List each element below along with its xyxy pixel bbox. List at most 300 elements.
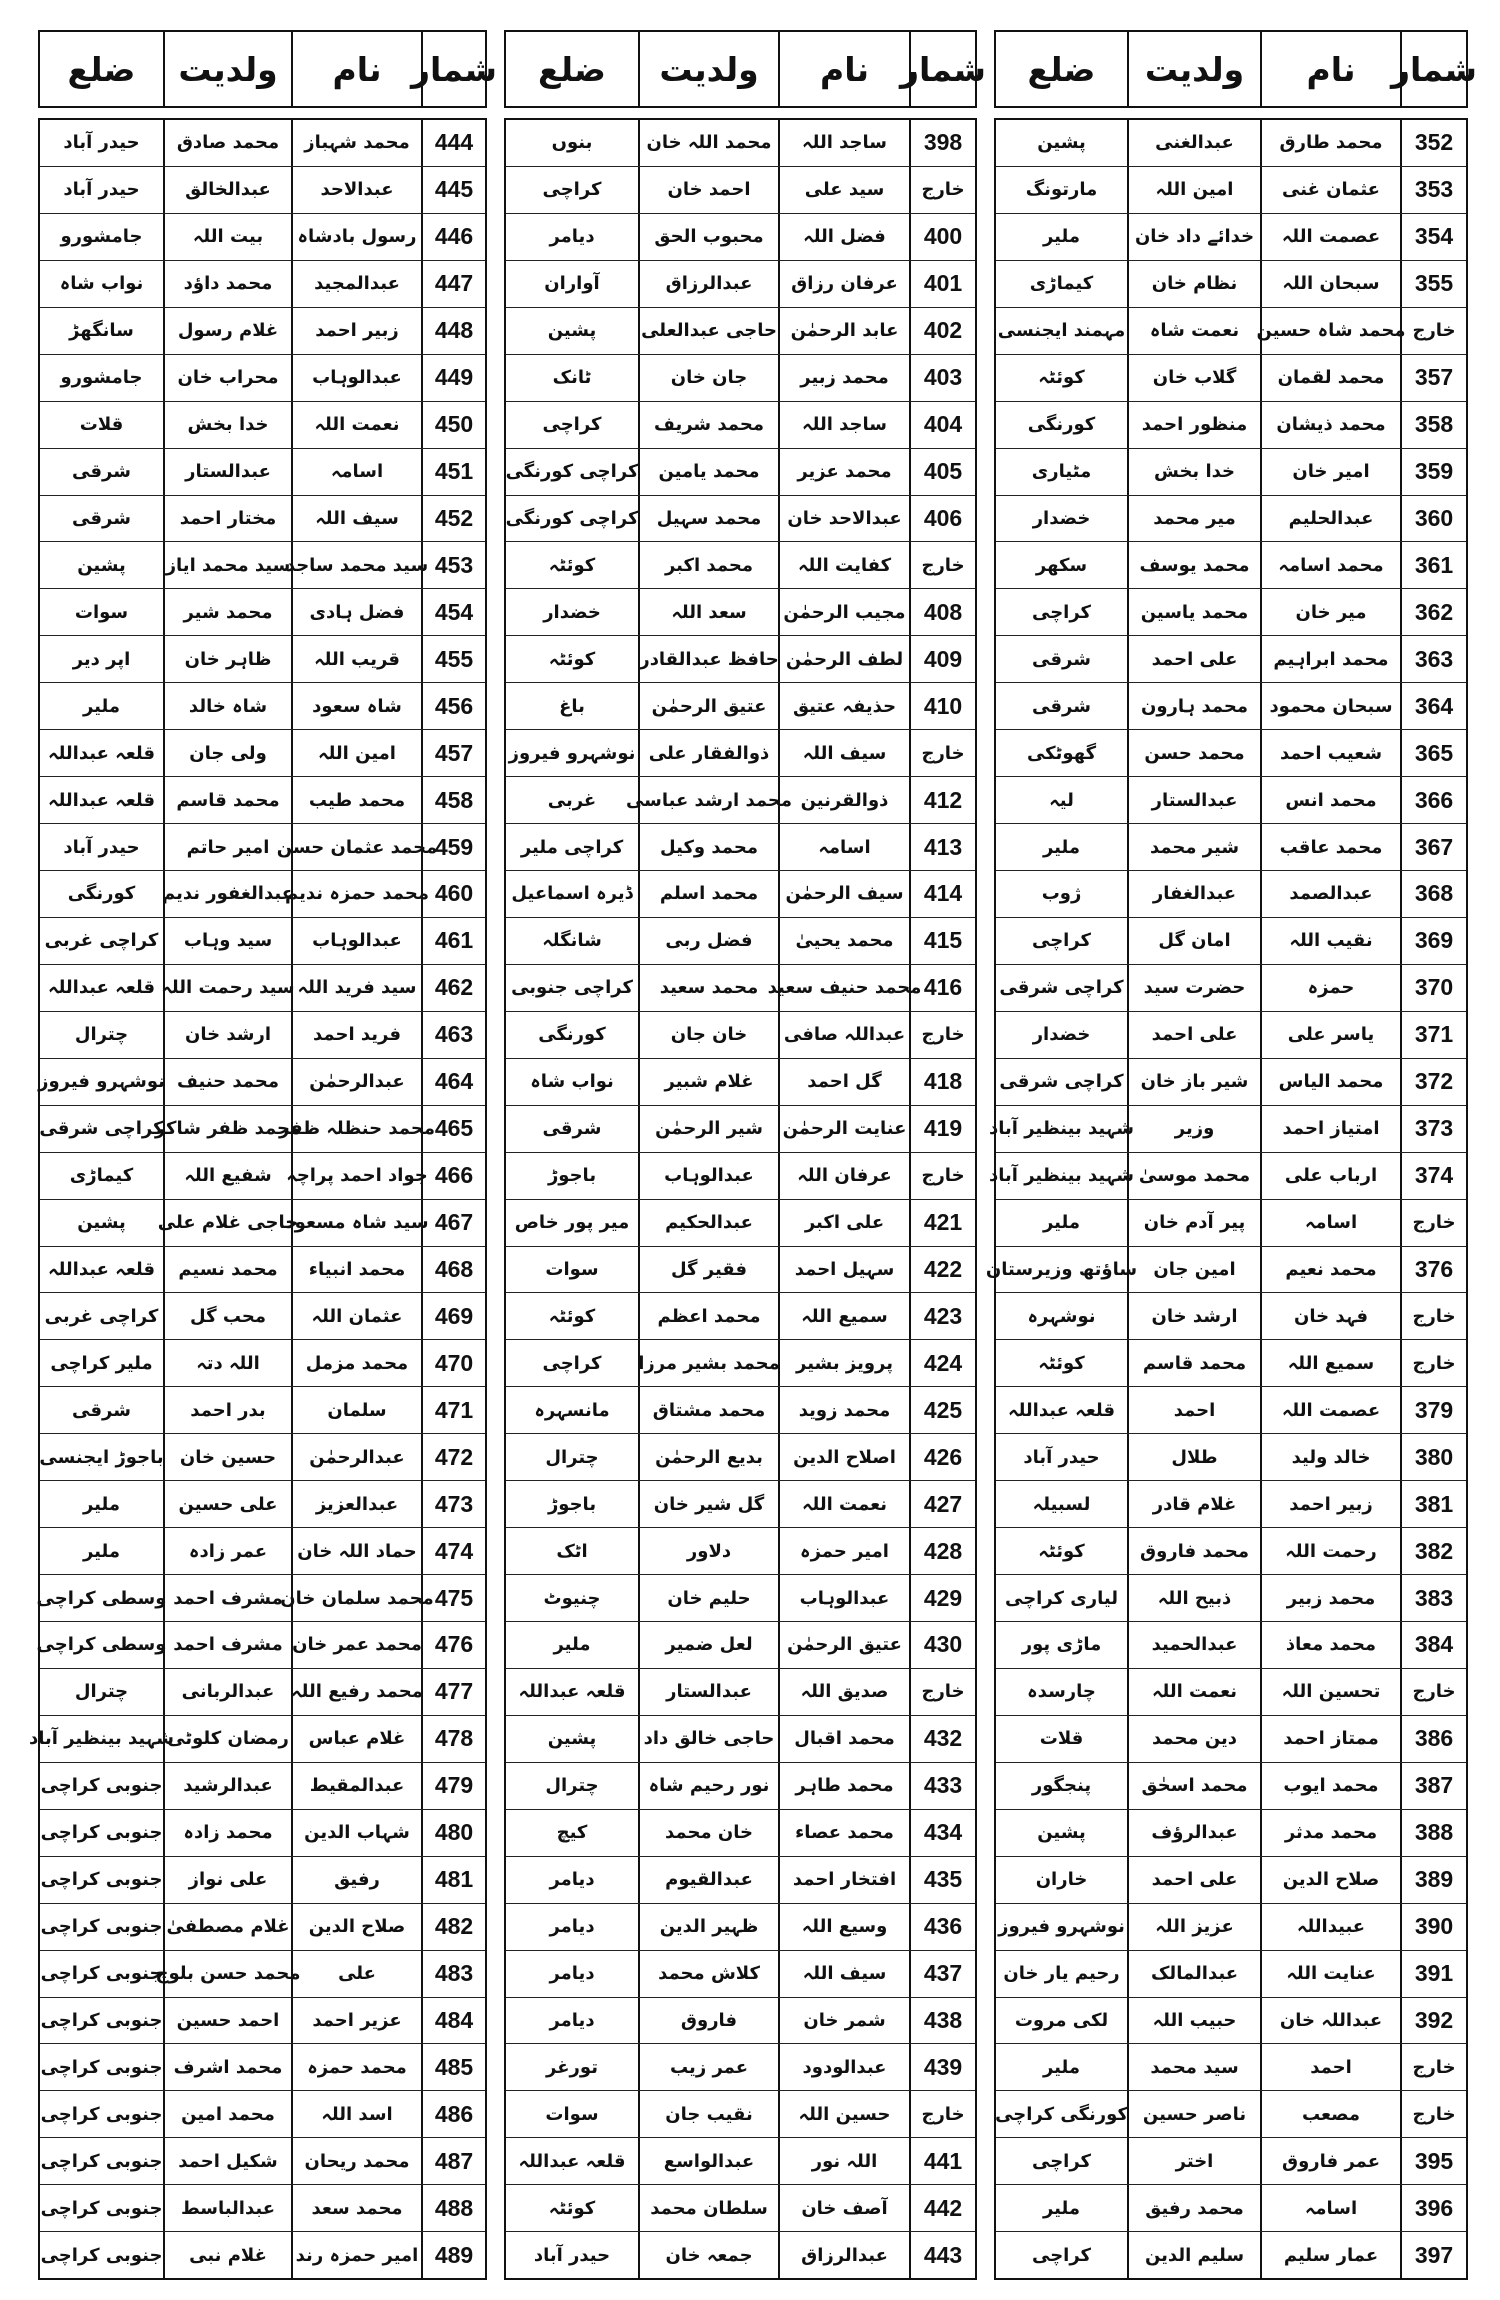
serial-cell: 473: [421, 1481, 485, 1527]
name-cell: محمد عثمان حسن: [291, 824, 421, 870]
name-cell: سید فرید اللہ: [291, 965, 421, 1011]
father-name-cell: محمد حسن بلوچ: [163, 1951, 291, 1997]
name-cell: عبداللہ صافی: [778, 1012, 909, 1058]
table-row: [996, 1012, 1466, 1059]
serial-cell: 439: [909, 2044, 975, 2090]
table-row: [40, 214, 485, 261]
district-cell: قلعہ عبداللہ: [48, 742, 155, 764]
father-name-cell: مشرف احمد: [163, 1622, 291, 1668]
table-row: [996, 636, 1466, 683]
district-cell: دیامر: [549, 226, 595, 248]
table-row: [506, 1434, 975, 1481]
table-row: [40, 1904, 485, 1951]
name-cell: محمد نعیم: [1260, 1247, 1400, 1293]
table-row: [40, 1528, 485, 1575]
father-name-cell: منظور احمد: [1127, 402, 1260, 448]
district-cell: کراچی شرقی: [39, 1118, 164, 1140]
table-row: [506, 1387, 975, 1434]
father-name-cell: ظاہر خان: [163, 636, 291, 682]
name-cell: عنایت اللہ: [1260, 1951, 1400, 1997]
serial-cell: خارج: [1400, 308, 1466, 354]
serial-cell: 468: [421, 1247, 485, 1293]
father-name-cell: امان گل: [1127, 918, 1260, 964]
name-cell: خالد ولید: [1260, 1434, 1400, 1480]
serial-cell: 436: [909, 1904, 975, 1950]
name-cell: تحسین اللہ: [1260, 1669, 1400, 1715]
serial-cell: 379: [1400, 1387, 1466, 1433]
father-name-cell: محمد وکیل: [638, 824, 778, 870]
serial-cell: 361: [1400, 542, 1466, 588]
name-cell: علی اکبر: [778, 1200, 909, 1246]
table-row: [506, 542, 975, 589]
father-name-cell: غلام نبی: [163, 2232, 291, 2278]
name-cell: صلاح الدین: [291, 1904, 421, 1950]
father-name-cell: عبدالحکیم: [638, 1200, 778, 1246]
table-row: [40, 777, 485, 824]
district-cell: کراچی کورنگی: [505, 461, 639, 483]
father-name-cell: حلیم خان: [638, 1575, 778, 1621]
name-cell: سمیع اللہ: [1260, 1340, 1400, 1386]
name-cell: مجیب الرحمٰن: [778, 589, 909, 635]
serial-cell: 488: [421, 2185, 485, 2231]
father-name-cell: حسین خان: [163, 1434, 291, 1480]
serial-cell: 476: [421, 1622, 485, 1668]
serial-cell: 435: [909, 1857, 975, 1903]
name-cell: حذیفہ عتیق: [778, 683, 909, 729]
table-row: [506, 214, 975, 261]
serial-cell: 458: [421, 777, 485, 823]
table-row: [40, 1293, 485, 1340]
serial-cell: 402: [909, 308, 975, 354]
table-row: [36, 1575, 485, 1622]
table-row: [506, 2138, 975, 2185]
table-row: [506, 1998, 975, 2045]
name-cell: سید شاہ مسعود: [291, 1200, 421, 1246]
father-name-cell: طلال: [1127, 1434, 1260, 1480]
name-cell: محمد ایوب: [1260, 1763, 1400, 1809]
serial-cell: 428: [909, 1528, 975, 1574]
serial-cell: 475: [421, 1575, 485, 1621]
header-name: نام: [291, 32, 421, 106]
name-cell: اسامہ: [1260, 2185, 1400, 2231]
district-cell: مٹیاری: [1031, 461, 1092, 483]
name-cell: زبیر احمد: [1260, 1481, 1400, 1527]
serial-cell: 376: [1400, 1247, 1466, 1293]
father-name-cell: محمد فاروق: [1127, 1528, 1260, 1574]
name-cell: غلام عباس: [291, 1716, 421, 1762]
father-name-cell: لعل ضمیر: [638, 1622, 778, 1668]
name-cell: آصف خان: [778, 2185, 909, 2231]
father-name-cell: عمر زیب: [638, 2044, 778, 2090]
serial-cell: 430: [909, 1622, 975, 1668]
serial-cell: 457: [421, 730, 485, 776]
table-row: [40, 730, 485, 777]
table-row: [996, 1481, 1466, 1528]
table-row: [996, 1951, 1466, 1998]
name-cell: محمد حنظلہ ظفر: [291, 1106, 421, 1152]
table-row: [506, 1528, 975, 1575]
table-row: [506, 1481, 975, 1528]
serial-cell: خارج: [909, 542, 975, 588]
district-cell: چترال: [74, 1681, 129, 1703]
table-row: [506, 2044, 975, 2091]
father-name-cell: سید محمد: [1127, 2044, 1260, 2090]
table-row: [996, 167, 1466, 214]
serial-cell: 464: [421, 1059, 485, 1105]
district-cell: لسبیلہ: [1032, 1493, 1091, 1515]
table-row: [40, 2044, 485, 2091]
name-cell: عزیر احمد: [291, 1998, 421, 2044]
name-cell: محمد لقمان: [1260, 355, 1400, 401]
father-name-cell: بیت اللہ: [163, 214, 291, 260]
father-name-cell: خان جان: [638, 1012, 778, 1058]
serial-cell: خارج: [1400, 2091, 1466, 2137]
serial-cell: 416: [909, 965, 975, 1011]
father-name-cell: علی احمد: [1127, 636, 1260, 682]
table-row: [506, 355, 975, 402]
father-name-cell: دین محمد: [1127, 1716, 1260, 1762]
table-row: [40, 965, 485, 1012]
district-cell: پشین: [77, 1212, 126, 1234]
table-row: [40, 2185, 485, 2232]
serial-cell: 426: [909, 1434, 975, 1480]
serial-cell: 487: [421, 2138, 485, 2184]
table-row: [506, 636, 975, 683]
serial-cell: 410: [909, 683, 975, 729]
serial-cell: 369: [1400, 918, 1466, 964]
name-cell: محمد انس: [1260, 777, 1400, 823]
table-row: [40, 1153, 485, 1200]
name-cell: محمد الیاس: [1260, 1059, 1400, 1105]
father-name-cell: نقیب جان: [638, 2091, 778, 2137]
name-cell: محمد حمزہ: [291, 2044, 421, 2090]
table-row: [29, 1716, 485, 1763]
table-row: [996, 402, 1466, 449]
name-cell: حماد اللہ خان: [291, 1528, 421, 1574]
header-name: نام: [778, 32, 909, 106]
table-row: [996, 965, 1466, 1012]
district-cell: خاران: [1035, 1869, 1088, 1891]
table-row: [40, 589, 485, 636]
table-row: [506, 1059, 975, 1106]
serial-cell: 427: [909, 1481, 975, 1527]
name-cell: عبدالوہاب: [778, 1575, 909, 1621]
serial-cell: 477: [421, 1669, 485, 1715]
serial-cell: 465: [421, 1106, 485, 1152]
serial-cell: خارج: [1400, 2044, 1466, 2090]
name-cell: حسین اللہ: [778, 2091, 909, 2137]
serial-cell: 425: [909, 1387, 975, 1433]
serial-cell: 421: [909, 1200, 975, 1246]
father-name-cell: خان محمد: [638, 1810, 778, 1856]
table-row: [996, 2138, 1466, 2185]
father-name-cell: امین جان: [1127, 1247, 1260, 1293]
table-row: [506, 1810, 975, 1857]
district-cell: سکھر: [1035, 554, 1088, 576]
father-name-cell: عبدالستار: [1127, 777, 1260, 823]
table-row: [40, 1012, 485, 1059]
serial-cell: 355: [1400, 261, 1466, 307]
table-row: [996, 589, 1466, 636]
father-name-cell: محمد قاسم: [163, 777, 291, 823]
serial-cell: 359: [1400, 449, 1466, 495]
district-cell: قلعہ عبداللہ: [1008, 1399, 1115, 1421]
serial-cell: خارج: [909, 167, 975, 213]
left-table-body: [29, 118, 487, 2280]
serial-cell: 451: [421, 449, 485, 495]
district-cell: تورغر: [546, 2056, 598, 2078]
table-row: [40, 918, 485, 965]
district-cell: کیچ: [556, 1822, 588, 1844]
father-name-cell: عبدالرزاق: [638, 261, 778, 307]
name-cell: نعمت اللہ: [291, 402, 421, 448]
district-cell: شرقی: [72, 461, 131, 483]
district-cell: کراچی: [542, 1352, 602, 1374]
table-row: [506, 402, 975, 449]
serial-cell: 392: [1400, 1998, 1466, 2044]
district-cell: کراچی کورنگی: [505, 507, 639, 529]
father-name-cell: عبدالستار: [638, 1669, 778, 1715]
header-district: ضلع: [538, 49, 606, 89]
district-cell: چارسدہ: [1027, 1681, 1096, 1703]
district-cell: باجوڑ ایجنسی: [39, 1446, 164, 1468]
name-cell: فرید احمد: [291, 1012, 421, 1058]
table-row: [996, 1200, 1466, 1247]
district-cell: گھوٹکی: [1026, 742, 1097, 764]
name-cell: شاہ سعود: [291, 683, 421, 729]
name-cell: شہاب الدین: [291, 1810, 421, 1856]
table-row: [40, 120, 485, 167]
right-table-header: [994, 30, 1477, 108]
district-cell: ملیر: [82, 695, 121, 717]
name-cell: نقیب اللہ: [1260, 918, 1400, 964]
table-row: [996, 2091, 1466, 2138]
serial-cell: 398: [909, 120, 975, 166]
table-row: [996, 496, 1466, 543]
name-cell: امین اللہ: [291, 730, 421, 776]
district-cell: پشین: [547, 320, 597, 342]
father-name-cell: کلاش محمد: [638, 1951, 778, 1997]
name-cell: محمد مدثر: [1260, 1810, 1400, 1856]
father-name-cell: فقیر گل: [638, 1247, 778, 1293]
father-name-cell: احمد خان: [638, 167, 778, 213]
table-row: [996, 1669, 1466, 1716]
serial-cell: 380: [1400, 1434, 1466, 1480]
serial-cell: 442: [909, 2185, 975, 2231]
name-cell: حمزہ: [1260, 965, 1400, 1011]
name-cell: سیف اللہ: [291, 496, 421, 542]
father-name-cell: نظام خان: [1127, 261, 1260, 307]
serial-cell: 409: [909, 636, 975, 682]
father-name-cell: سعد اللہ: [638, 589, 778, 635]
district-cell: قلعہ عبداللہ: [518, 2150, 626, 2172]
table-row: [996, 2044, 1466, 2091]
district-cell: کراچی غربی: [44, 930, 159, 952]
district-cell: شہید بینظیر آباد: [29, 1728, 174, 1750]
table-row: [996, 1622, 1466, 1669]
district-cell: نوشہرو فیروز: [998, 1916, 1125, 1938]
serial-cell: خارج: [1400, 1200, 1466, 1246]
district-cell: خضدار: [1032, 507, 1091, 529]
district-cell: کراچی شرقی: [999, 977, 1124, 999]
serial-cell: 489: [421, 2232, 485, 2278]
table-row: [40, 683, 485, 730]
name-cell: محمد طارق: [1260, 120, 1400, 166]
serial-cell: 463: [421, 1012, 485, 1058]
district-cell: شہید بینظیر آباد: [989, 1165, 1134, 1187]
district-cell: باجوڑ: [547, 1493, 597, 1515]
name-cell: عنایت الرحمٰن: [778, 1106, 909, 1152]
father-name-cell: حبیب اللہ: [1127, 1998, 1260, 2044]
table-row: [40, 167, 485, 214]
father-name-cell: محمد ارشد عباسی: [638, 777, 778, 823]
serial-cell: 414: [909, 871, 975, 917]
table-row: [985, 1247, 1466, 1294]
table-row: [996, 542, 1466, 589]
district-cell: سوات: [545, 1258, 599, 1280]
serial-cell: 397: [1400, 2232, 1466, 2278]
name-cell: محمد عصاء: [778, 1810, 909, 1856]
serial-cell: 437: [909, 1951, 975, 1997]
father-name-cell: میر محمد: [1127, 496, 1260, 542]
table-row: [506, 965, 975, 1012]
name-cell: سید محمد ساجد: [291, 542, 421, 588]
district-cell: حیدر آباد: [63, 836, 140, 858]
father-name-cell: محمد حسن: [1127, 730, 1260, 776]
table-row: [506, 2091, 975, 2138]
district-cell: اٹک: [556, 1540, 588, 1562]
father-name-cell: محمد سہیل: [638, 496, 778, 542]
table-row: [40, 1340, 485, 1387]
serial-cell: 454: [421, 589, 485, 635]
table-row: [996, 1293, 1466, 1340]
district-cell: دیامر: [549, 1963, 595, 1985]
district-cell: ملیر: [1042, 2056, 1081, 2078]
father-name-cell: مشرف احمد: [163, 1575, 291, 1621]
district-cell: کراچی شرقی: [999, 1071, 1124, 1093]
name-cell: سبحان محمود: [1260, 683, 1400, 729]
district-cell: قلات: [79, 414, 124, 436]
name-cell: اسامہ: [778, 824, 909, 870]
serial-cell: 364: [1400, 683, 1466, 729]
serial-cell: 367: [1400, 824, 1466, 870]
name-cell: پرویز بشیر: [778, 1340, 909, 1386]
name-cell: میر خان: [1260, 589, 1400, 635]
name-cell: عرفان اللہ: [778, 1153, 909, 1199]
name-cell: سیف اللہ: [778, 730, 909, 776]
serial-cell: 480: [421, 1810, 485, 1856]
district-cell: مہمند ایجنسی: [997, 320, 1126, 342]
table-row: [40, 1810, 485, 1857]
district-cell: لیاری کراچی: [1005, 1587, 1119, 1609]
table-row: [506, 918, 975, 965]
table-row: [40, 496, 485, 543]
district-cell: جنوبی کراچی: [40, 1963, 163, 1985]
serial-cell: 388: [1400, 1810, 1466, 1856]
serial-cell: 424: [909, 1340, 975, 1386]
serial-cell: 461: [421, 918, 485, 964]
table-row: [506, 1951, 975, 1998]
serial-cell: 401: [909, 261, 975, 307]
father-name-cell: بدیع الرحمٰن: [638, 1434, 778, 1480]
father-name-cell: فاروق: [638, 1998, 778, 2044]
serial-cell: 395: [1400, 2138, 1466, 2184]
father-name-cell: محمد داؤد: [163, 261, 291, 307]
table-row: [40, 1951, 485, 1998]
district-cell: لیہ: [1049, 789, 1074, 811]
district-cell: کورنگی کراچی: [995, 2103, 1128, 2125]
table-row: [506, 1716, 975, 1763]
serial-cell: خارج: [909, 1012, 975, 1058]
father-name-cell: ناصر حسین: [1127, 2091, 1260, 2137]
father-name-cell: حاجی خالق داد: [638, 1716, 778, 1762]
district-cell: پشین: [1037, 132, 1086, 154]
district-cell: ملیر: [1042, 836, 1081, 858]
table-row: [40, 2138, 485, 2185]
father-name-cell: غلام مصطفیٰ: [163, 1904, 291, 1950]
table-row: [40, 1247, 485, 1294]
father-name-cell: عبدالغنی: [1127, 120, 1260, 166]
district-cell: قلعہ عبداللہ: [518, 1681, 626, 1703]
serial-cell: 396: [1400, 2185, 1466, 2231]
name-cell: سید علی: [778, 167, 909, 213]
serial-cell: 363: [1400, 636, 1466, 682]
name-cell: عثمان اللہ: [291, 1293, 421, 1339]
name-cell: محمد شہباز: [291, 120, 421, 166]
district-cell: مارتونگ: [1025, 179, 1098, 201]
name-cell: عصمت اللہ: [1260, 1387, 1400, 1433]
header-district: ضلع: [67, 49, 136, 89]
father-name-cell: عبدالخالق: [163, 167, 291, 213]
district-cell: کوئٹہ: [548, 554, 596, 576]
district-cell: رحیم یار خان: [1003, 1963, 1120, 1985]
district-cell: کراچی ملیر: [520, 836, 624, 858]
name-cell: عثمان غنی: [1260, 167, 1400, 213]
serial-cell: 419: [909, 1106, 975, 1152]
father-name-cell: بدر احمد: [163, 1387, 291, 1433]
father-name-cell: محمد یاسین: [1127, 589, 1260, 635]
table-row: [40, 1763, 485, 1810]
father-name-cell: عبدالوہاب: [638, 1153, 778, 1199]
father-name-cell: حاجی غلام علی: [163, 1200, 291, 1246]
district-cell: جامشورو: [60, 226, 143, 248]
district-cell: کورنگی: [67, 883, 136, 905]
district-cell: ملیر: [1042, 226, 1081, 248]
serial-cell: 482: [421, 1904, 485, 1950]
father-name-cell: سلطان محمد: [638, 2185, 778, 2231]
table-row: [36, 1622, 485, 1669]
father-name-cell: غلام قادر: [1127, 1481, 1260, 1527]
father-name-cell: عبدالرشید: [163, 1763, 291, 1809]
name-cell: رحمت اللہ: [1260, 1528, 1400, 1574]
name-cell: محمد طیب: [291, 777, 421, 823]
name-cell: عصمت اللہ: [1260, 214, 1400, 260]
serial-cell: خارج: [1400, 1340, 1466, 1386]
name-cell: سبحان اللہ: [1260, 261, 1400, 307]
district-cell: ماڑی پور: [1021, 1634, 1102, 1656]
table-row: [40, 824, 485, 871]
name-cell: کفایت اللہ: [778, 542, 909, 588]
father-name-cell: حضرت سید: [1127, 965, 1260, 1011]
header-serial: شمار: [1400, 32, 1466, 106]
district-cell: خضدار: [1032, 1024, 1091, 1046]
district-cell: جنوبی کراچی: [40, 1869, 163, 1891]
serial-cell: 381: [1400, 1481, 1466, 1527]
table-row: [40, 308, 485, 355]
middle-table-body: [504, 118, 977, 2280]
name-cell: امیر خان: [1260, 449, 1400, 495]
serial-cell: 365: [1400, 730, 1466, 776]
